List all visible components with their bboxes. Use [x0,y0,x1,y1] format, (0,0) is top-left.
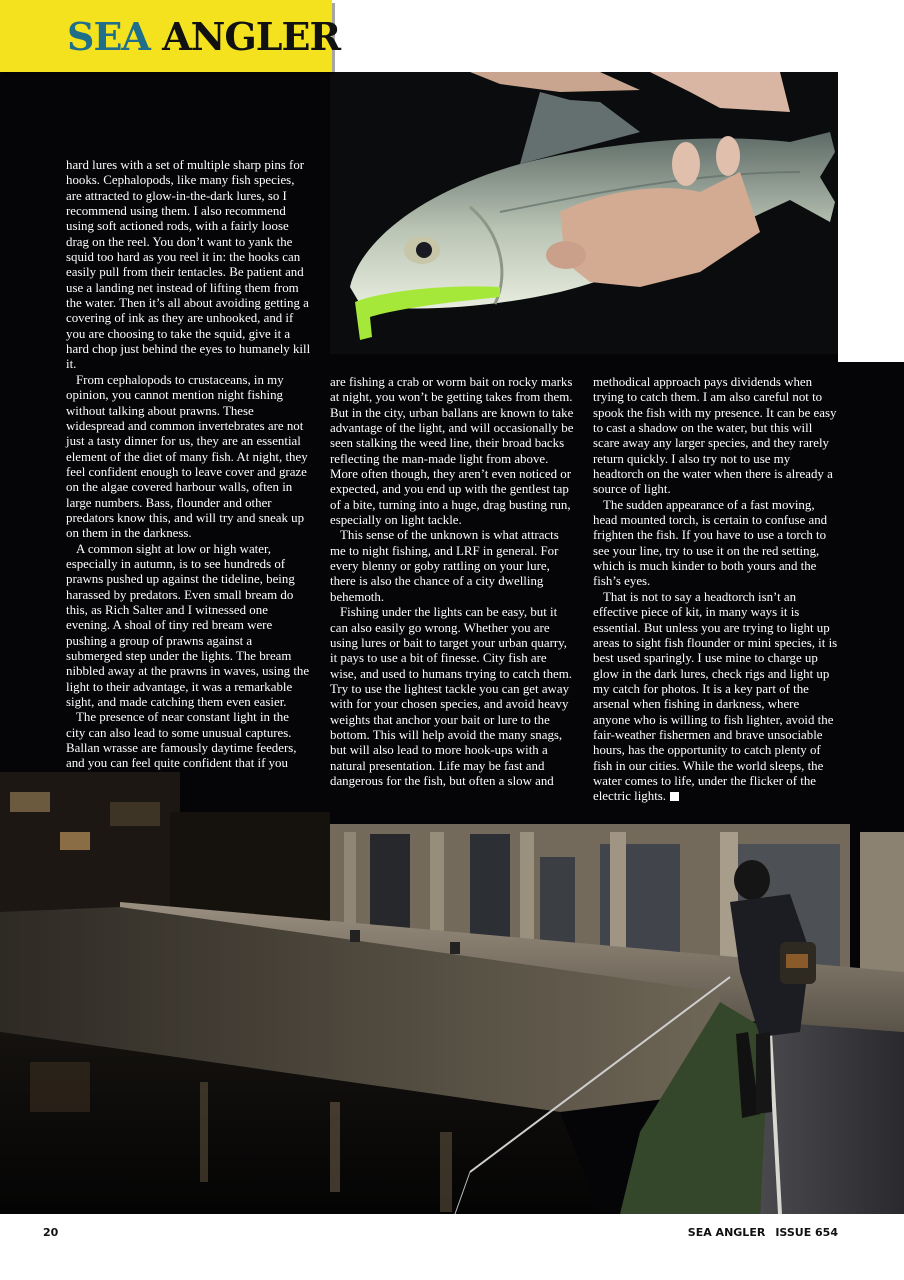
article-paragraph [593,590,838,805]
article-paragraph: are fishing a crab or worm bait on rocky marks at night, you won’t be getting takes from them. But in the city, urban ballans are known to take advantage of the light, and will occasionally be seen stalking the weed line, their broad backs reflecting the man-made light from above. More often though, they aren’t even noticed or expected, and you end up with the gentlest tap of a bite, turning into a huge, drag busting run, especially on light tackle. [330,375,574,528]
article-paragraph: The sudden appearance of a fast moving, head mounted torch, is certain to confuse and frighten the fish. If you have to use a torch to see your line, try to use it on the red setting, which is much kinder to both yours and the fish’s eyes. [593,497,828,589]
footer-magazine-name: SEA ANGLER [687,1226,766,1239]
article-paragraph: A common sight at low or high water, especially in autumn, is to see hundreds of prawns pushed up against the tideline, being harassed by predators. Even small bream do this, as Rich Salter and I witnessed one evening. A shoal of tiny red bream were pushing a group of prawns against a submerged step under the lights. The bream nibbled away at the prawns in waves, using the light to their advantage, it was a remarkable sight, and made catching them even easier. [66,541,310,710]
article-paragraph: Fishing under the lights can be easy, but it can also easily go wrong. Whether you are using lures or bait to target your urban quarry, it pays to use a bit of finesse. City fish are wise, and used to humans trying to catch them. Try to use the lightest tackle you can get away with for your chosen species, and avoid heavy weights that anchor your bait or lure to the bottom. This will help avoid the many snags, but will also lead to more hook-ups with a natural presentation. Life may be fast and dangerous for the fish, but often a slow and [330,605,573,788]
masthead [0,0,341,72]
article-column-1 [66,158,311,772]
article-paragraph: hard lures with a set of multiple sharp pins for hooks. Cephalopods, like many fish species, are attracted to glow-in-the-dark lures, so I recommend using them. I also recommend using soft actioned rods, with a fairly loose drag on the reel. You don’t want to yank the squid too hard as you reel it in: the hooks can easily pull from their tentacles. Be patient and use a landing net instead of lifting them from the water. Then it’s all about avoiding getting a covering of ink as they are unhooked, and if you are choosing to take the squid, give it a hard chop just behind the eyes to humanely kill it. [66,158,311,372]
article-column-3 [593,375,838,805]
masthead-angler: ANGLER [162,14,341,59]
end-of-article-mark [670,792,679,801]
article-final-text: That is not to say a headtorch isn’t an effective piece of kit, in many ways it is essential. But unless you are trying to light up areas to sight fish flounder or mini species, it is best used sparingly. I use mine to charge up glow in the dark lures, check rigs and light up my catch for photos. It is a key part of the arsenal when fishing in darkness, where anyone who is willing to fish lighter, avoid the fair-weather fishermen and brave unsociable hours, has the opportunity to catch plenty of fish in our cities. While the world sleeps, the water comes to life, under the flicker of the electric lights. [593,589,838,804]
footer-issue-number: ISSUE 654 [775,1226,838,1239]
article-paragraph: This sense of the unknown is what attracts me to night fishing, and LRF in general. For every blenny or goby rattling on your lure, there is also the chance of a city dwelling behemoth. [330,528,559,604]
footer-issue-line [688,1226,838,1239]
article-paragraph: The presence of near constant light in the city can also lead to some unusual captures. Ballan wrasse are famously daytime feeders, and you can feel quite confident that if you [66,710,297,771]
night-harbour-scene [0,772,904,1214]
article-column-2 [330,375,575,789]
article-paragraph: methodical approach pays dividends when trying to catch them. I am also careful not to spook the fish with my presence. It can be easy to cast a shadow on the water, but this will scare away any larger species, and they rarely return quickly. I also try not to use my headtorch on the water when there is already a source of light. [593,375,837,497]
page-number: 20 [43,1226,59,1239]
article-paragraph: From cephalopods to crustaceans, in my opinion, you cannot mention night fishing without talking about prawns. These widespread and common invertebrates are not just a tasty dinner for us, they are an essential element of the diet of many fish. At night, they feel confident enough to leave cover and graze on the algae covered harbour walls, often in large numbers. Bass, flounder and other predators know this, and will try and sneak up on them in the darkness. [66,372,308,541]
masthead-sea: SEA [67,14,150,59]
bass-fish-photo [330,72,838,354]
masthead-title [67,13,340,61]
